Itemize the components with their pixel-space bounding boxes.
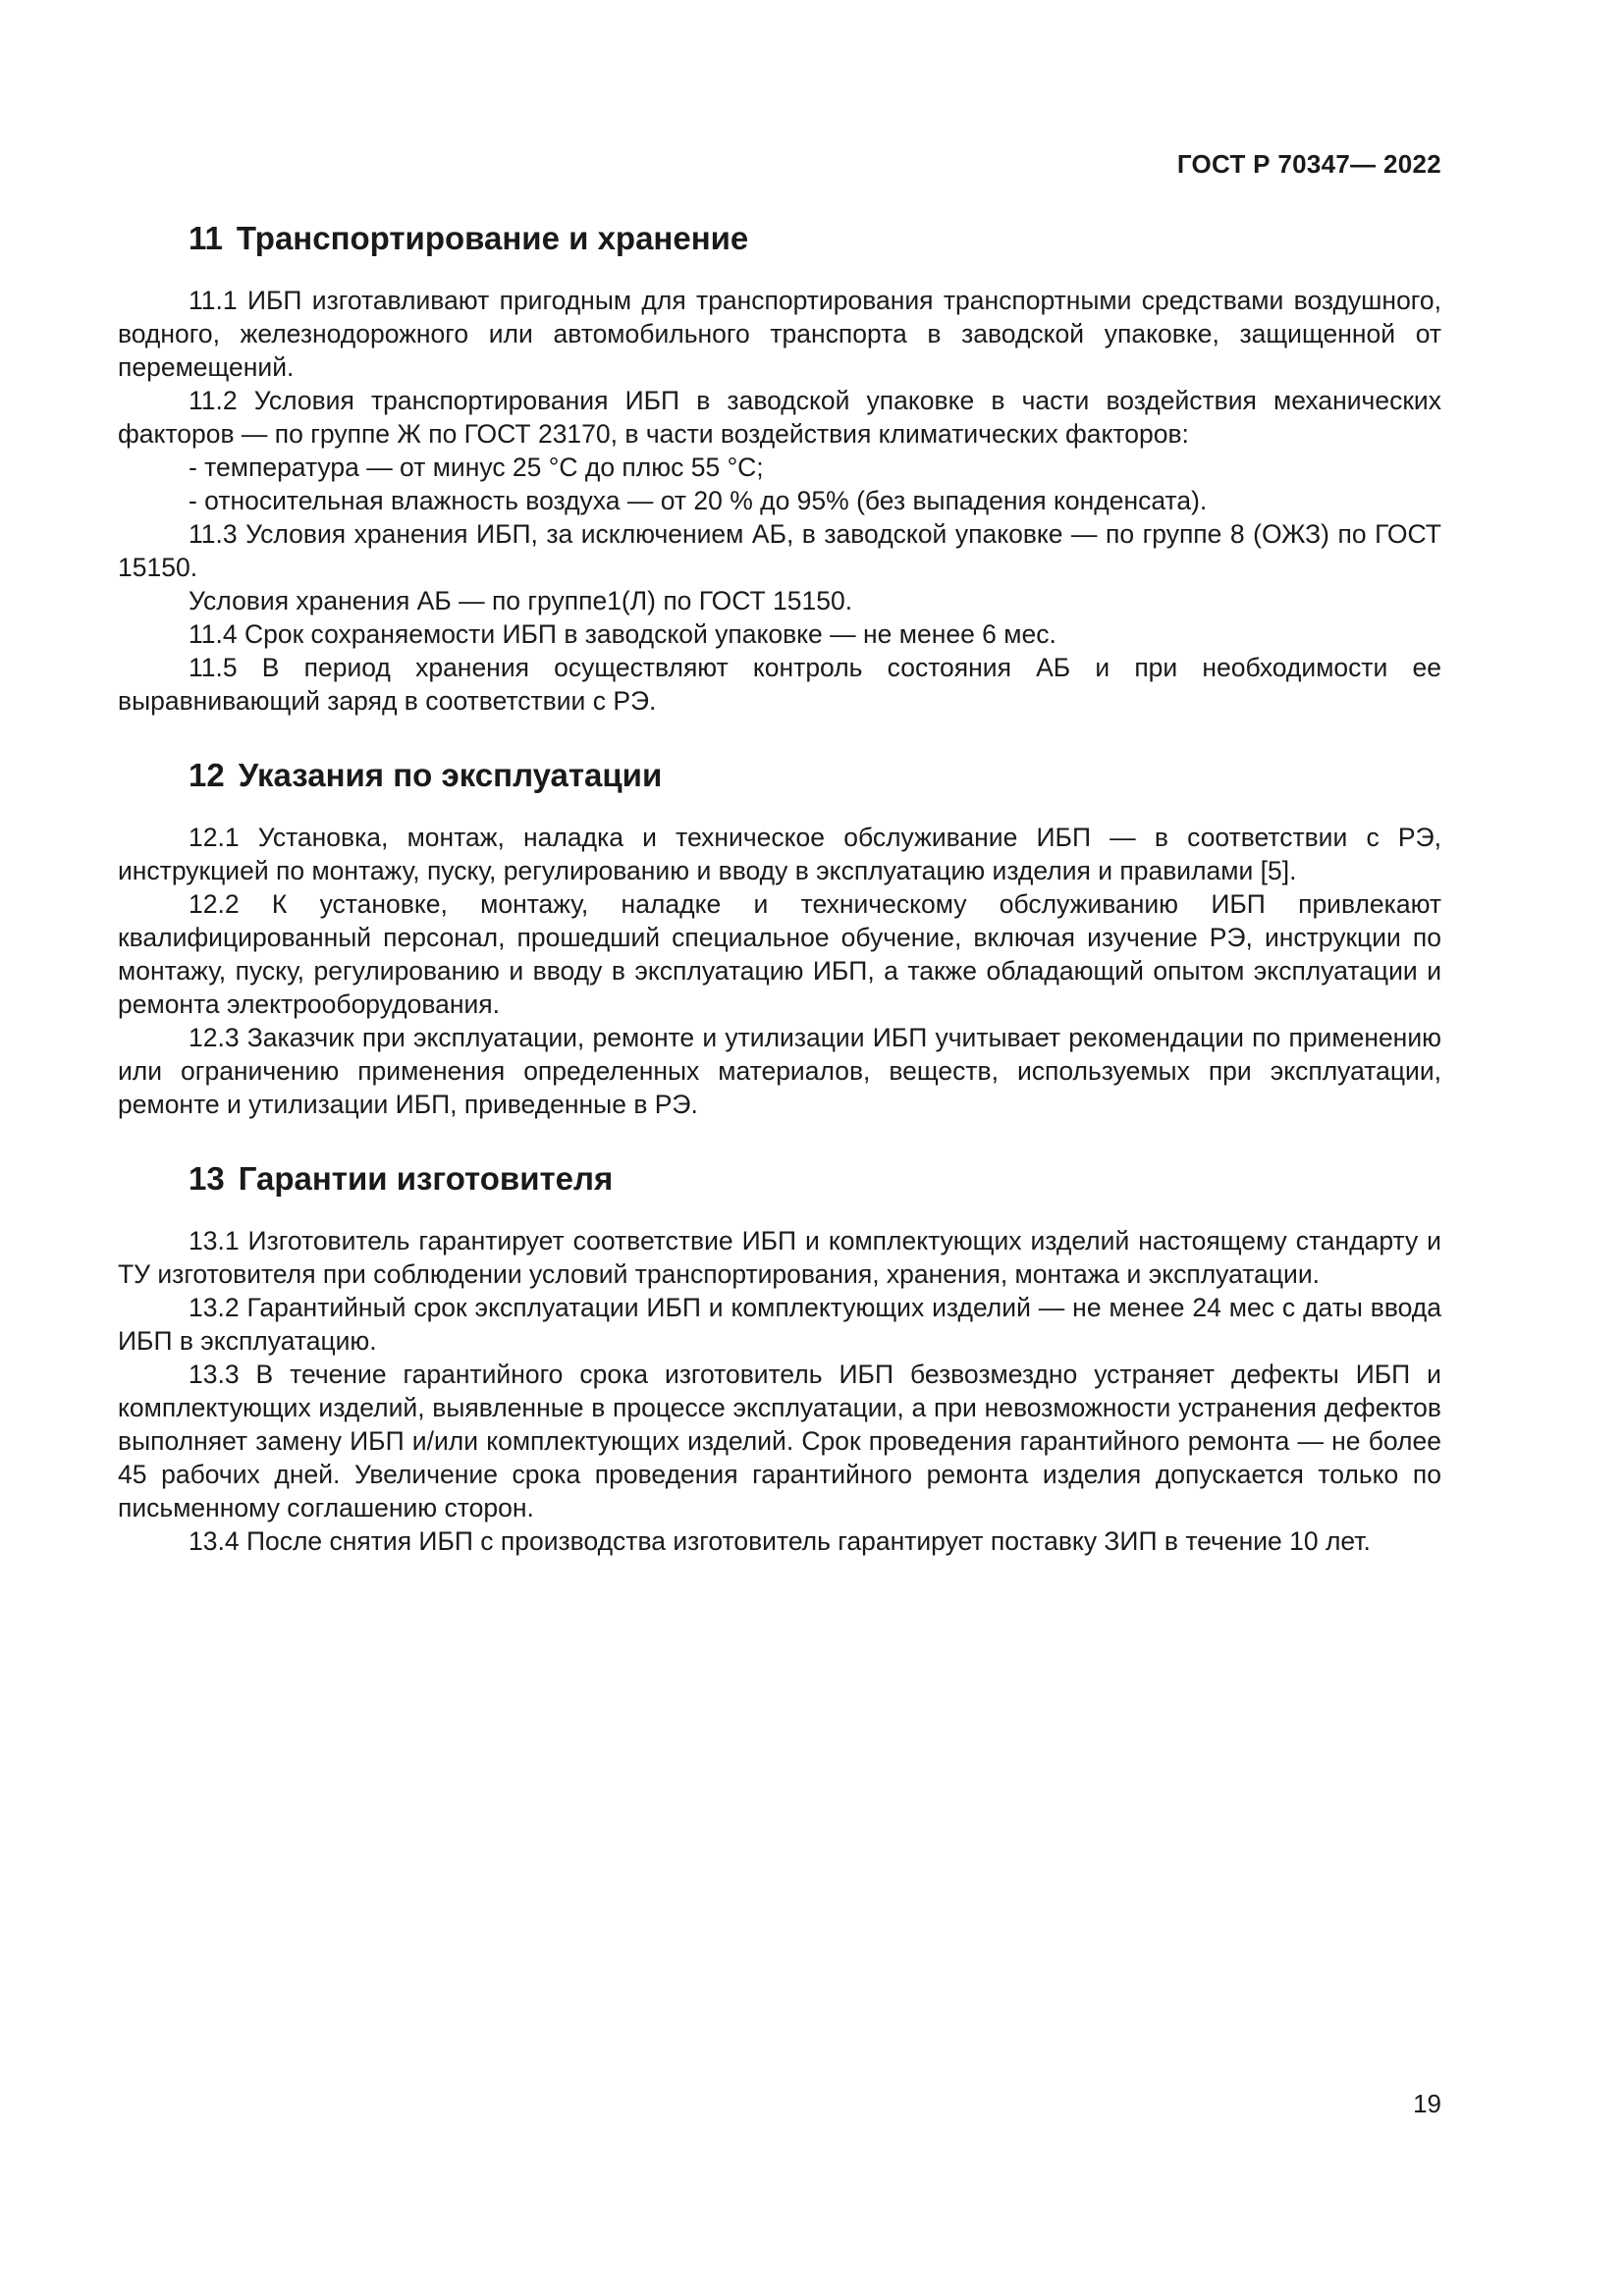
paragraph: 12.2 К установке, монтажу, наладке и техническому обслуживанию ИБП привлекают квалифицированный персонал, прошедший специальное обучение, включая изучение РЭ, инструкции по монтажу, пуску, регулированию и вводу в эксплуатацию ИБП, а также обладающий опытом эксплуатации и ремонта электрооборудования. <box>118 888 1441 1019</box>
section-title: Указания по эксплуатации <box>238 756 663 793</box>
section-title: Гарантии изготовителя <box>238 1159 614 1197</box>
paragraph: 11.5 В период хранения осуществляют контроль состояния АБ и при необходимости ее выравнивающий заряд в соответствии с РЭ. <box>118 652 1441 716</box>
section-11 <box>118 218 1441 718</box>
section-heading <box>189 1158 1441 1201</box>
paragraph: Условия хранения АБ — по группе1(Л) по ГОСТ 15150. <box>189 585 853 615</box>
paragraph: 13.2 Гарантийный срок эксплуатации ИБП и комплектующих изделий — не менее 24 мес с даты ввода ИБП в эксплуатацию. <box>118 1292 1441 1356</box>
section-number: 13 <box>189 1159 225 1197</box>
section-number: 11 <box>189 220 223 256</box>
paragraph: 12.1 Установка, монтаж, наладка и техническое обслуживание ИБП — в соответствии с РЭ, инструкцией по монтажу, пуску, регулированию и вводу в эксплуатацию изделия и правилами [5]. <box>118 822 1441 885</box>
section-number: 12 <box>189 756 225 793</box>
page-number: 19 <box>1413 2089 1441 2118</box>
section-13 <box>118 1158 1441 1558</box>
section-heading <box>189 755 1441 797</box>
section-title: Транспортирование и хранение <box>236 220 749 256</box>
document-header: ГОСТ Р 70347— 2022 <box>1176 149 1441 179</box>
paragraph: 11.1 ИБП изготавливают пригодным для транспортирования транспортными средствами воздушного, водного, железнодорожного или автомобильного транспорта в заводской упаковке, защищенной от перемещений. <box>118 285 1441 382</box>
paragraph: 13.3 В течение гарантийного срока изготовитель ИБП безвозмездно устраняет дефекты ИБП и комплектующих изделий, выявленные в процессе эксплуатации, а при невозможности устранения дефектов выполняет замену ИБП и/или комплектующих изделий. Срок проведения гарантийного ремонта — не более 45 рабочих дней. Увеличение срока проведения гарантийного ремонта изделия допускается только по письменному соглашению сторон. <box>118 1359 1441 1522</box>
document-body <box>118 218 1441 1595</box>
paragraph: 11.3 Условия хранения ИБП, за исключением АБ, в заводской упаковке — по группе 8 (ОЖЗ) по ГОСТ 15150. <box>118 518 1441 582</box>
section-12 <box>118 755 1441 1121</box>
paragraph: 11.2 Условия транспортирования ИБП в заводской упаковке в части воздействия механических факторов — по группе Ж по ГОСТ 23170, в части воздействия климатических факторов: <box>118 385 1441 449</box>
list-item: - температура — от минус 25 °С до плюс 55 °С; <box>189 452 764 482</box>
section-heading <box>189 218 1441 260</box>
paragraph: 11.4 Срок сохраняемости ИБП в заводской упаковке — не менее 6 мес. <box>189 618 1056 649</box>
list-item: - относительная влажность воздуха — от 20 % до 95% (без выпадения конденсата). <box>189 485 1208 515</box>
paragraph: 13.1 Изготовитель гарантирует соответствие ИБП и комплектующих изделий настоящему стандарту и ТУ изготовителя при соблюдении условий транспортирования, хранения, монтажа и эксплуатации. <box>118 1225 1441 1289</box>
paragraph: 13.4 После снятия ИБП с производства изготовитель гарантирует поставку ЗИП в течение 10 лет. <box>189 1525 1371 1556</box>
paragraph: 12.3 Заказчик при эксплуатации, ремонте и утилизации ИБП учитывает рекомендации по применению или ограничению применения определенных материалов, веществ, используемых при эксплуатации, ремонте и утилизации ИБП, приведенные в РЭ. <box>118 1022 1441 1119</box>
